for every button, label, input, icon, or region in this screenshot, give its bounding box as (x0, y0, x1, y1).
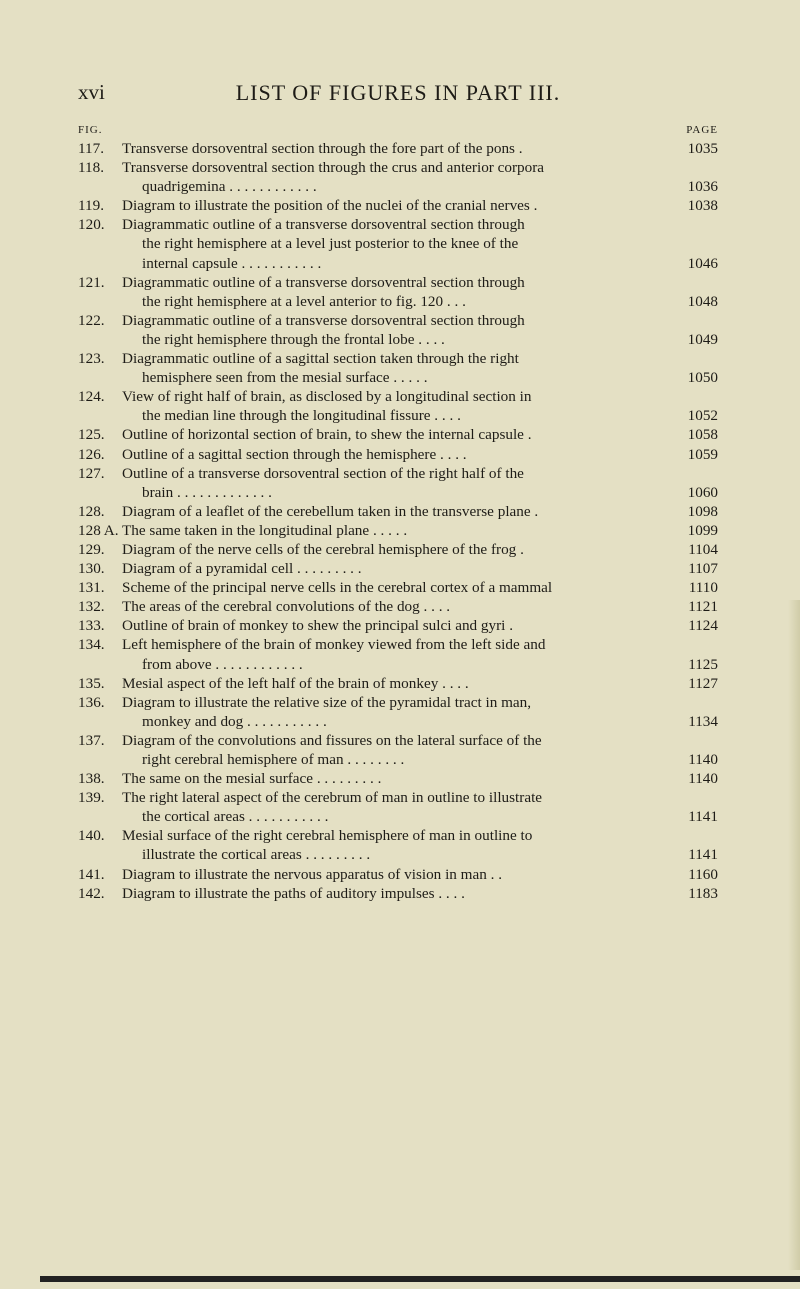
figure-page-number: 1140 (688, 751, 718, 768)
caption-line: illustrate the cortical areas . . . . . . . . . (142, 846, 371, 864)
caption-line: brain . . . . . . . . . . . . . (142, 483, 272, 501)
figure-page-number: 1035 (687, 140, 718, 157)
figure-number: 122. (78, 311, 105, 329)
figure-caption (122, 578, 674, 597)
caption-line: Outline of horizontal section of brain, to shew the internal capsule . (122, 426, 532, 444)
figure-caption (122, 635, 674, 673)
caption-line: Diagram of the convolutions and fissures on the lateral surface of the (122, 731, 542, 749)
caption-line: Outline of brain of monkey to shew the principal sulci and gyri . (122, 617, 513, 635)
figure-page-number: 1141 (688, 846, 718, 864)
figure-entry (78, 445, 718, 464)
figure-caption (122, 387, 674, 425)
figure-number: 119. (78, 197, 105, 215)
figure-number: 124. (78, 388, 105, 406)
caption-line: Transverse dorsoventral section through the crus and anterior corpora (122, 159, 545, 177)
caption-line: internal capsule . . . . . . . . . . . (142, 254, 322, 272)
figure-page-number: 1052 (687, 407, 718, 425)
figure-caption (122, 693, 674, 731)
figure-page-number: 1160 (688, 865, 718, 883)
figure-page-number: 1134 (688, 712, 718, 730)
figure-caption (122, 215, 674, 272)
figure-entry (78, 826, 718, 864)
figure-entry (78, 693, 718, 731)
figure-number: 142. (78, 884, 105, 902)
caption-line: The areas of the cerebral convolutions of the dog . . . . (122, 598, 451, 616)
figure-caption (122, 502, 674, 521)
figure-page-number: 1127 (688, 674, 718, 692)
figure-entry (78, 311, 718, 349)
figure-page-number: 1141 (688, 808, 718, 826)
figure-caption (122, 445, 674, 464)
figure-page-number: 1049 (687, 330, 718, 348)
caption-line: Outline of a transverse dorsoventral section of the right half of the (122, 464, 524, 482)
caption-line: The same taken in the longitudinal plane . . . . . (122, 521, 408, 539)
caption-line: Diagram of a pyramidal cell . . . . . . . . . (122, 560, 362, 578)
figure-page-number: 1098 (687, 502, 718, 520)
figure-page-number: 1036 (687, 178, 718, 196)
caption-line: The same on the mesial surface . . . . . . . . . (122, 770, 382, 788)
caption-line: Left hemisphere of the brain of monkey viewed from the left side and (122, 636, 546, 654)
figure-number: 139. (78, 789, 105, 807)
caption-line: The right lateral aspect of the cerebrum of man in outline to illustrate (122, 789, 543, 807)
figure-entry (78, 139, 718, 158)
figure-number: 120. (78, 216, 105, 234)
figure-caption (122, 521, 674, 540)
figure-caption (122, 158, 674, 196)
figure-page-number: 1058 (687, 426, 718, 444)
caption-line: from above . . . . . . . . . . . . (142, 655, 303, 673)
caption-line: right cerebral hemisphere of man . . . . . . . . (142, 751, 405, 768)
column-headings (78, 124, 718, 138)
caption-line: Diagrammatic outline of a transverse dorsoventral section through (122, 273, 525, 291)
figure-number: 118. (78, 159, 105, 177)
figure-number: 128. (78, 502, 105, 520)
figure-number: 134. (78, 636, 105, 654)
figure-number: 136. (78, 693, 105, 711)
caption-line: the right hemisphere at a level anterior to fig. 120 . . . (142, 292, 466, 310)
figure-list (78, 139, 718, 903)
caption-line: Diagrammatic outline of a transverse dorsoventral section through (122, 311, 525, 329)
page-folio: xvi (78, 80, 105, 104)
figure-number: 125. (78, 426, 105, 444)
caption-line: Diagram to illustrate the nervous apparatus of vision in man . . (122, 865, 503, 883)
figure-entry (78, 597, 718, 616)
caption-line: Diagrammatic outline of a transverse dorsoventral section through (122, 216, 525, 234)
figure-page-number: 1046 (687, 254, 718, 272)
caption-line: Diagram of the nerve cells of the cerebral hemisphere of the frog . (122, 540, 524, 558)
figure-caption (122, 425, 674, 444)
caption-line: Diagrammatic outline of a sagittal section taken through the right (122, 350, 519, 368)
figure-entry (78, 502, 718, 521)
figure-number: 123. (78, 350, 105, 368)
figure-entry (78, 788, 718, 826)
figure-number: 121. (78, 273, 105, 291)
caption-line: the median line through the longitudinal fissure . . . . (142, 407, 461, 425)
fig-column-heading: FIG. (78, 124, 103, 136)
figure-entry (78, 731, 718, 769)
caption-line: Diagram to illustrate the paths of auditory impulses . . . . (122, 884, 465, 902)
figure-number: 117. (78, 140, 105, 157)
figure-number: 135. (78, 674, 105, 692)
caption-line: Outline of a sagittal section through the hemisphere . . . . (122, 445, 467, 463)
caption-line: the right hemisphere through the frontal lobe . . . . (142, 330, 445, 348)
figure-entry (78, 616, 718, 635)
caption-line: the right hemisphere at a level just posterior to the knee of the (142, 235, 519, 253)
figure-entry (78, 349, 718, 387)
bottom-edge-shadow (40, 1276, 800, 1282)
figure-entry (78, 387, 718, 425)
caption-line: monkey and dog . . . . . . . . . . . (142, 712, 327, 730)
figure-entry (78, 578, 718, 597)
figure-number: 138. (78, 770, 105, 788)
figure-entry (78, 425, 718, 444)
figure-number: 131. (78, 579, 105, 597)
figure-caption (122, 674, 674, 693)
caption-line: Diagram to illustrate the position of the nuclei of the cranial nerves . (122, 197, 538, 215)
figure-page-number: 1104 (688, 540, 718, 558)
caption-line: Diagram of a leaflet of the cerebellum taken in the transverse plane . (122, 502, 539, 520)
figure-page-number: 1124 (688, 617, 718, 635)
figure-caption (122, 273, 674, 311)
figure-page-number: 1059 (687, 445, 718, 463)
figure-entry (78, 158, 718, 196)
figure-caption (122, 731, 674, 769)
page-edge-shading (788, 600, 800, 1270)
figure-number: 128 A. (78, 521, 119, 539)
figure-caption (122, 865, 674, 884)
figure-page-number: 1099 (687, 521, 718, 539)
figure-page-number: 1048 (687, 292, 718, 310)
figure-caption (122, 616, 674, 635)
caption-line: Diagram to illustrate the relative size of the pyramidal tract in man, (122, 693, 532, 711)
figure-caption (122, 826, 674, 864)
figure-page-number: 1183 (688, 884, 718, 902)
caption-line: Mesial surface of the right cerebral hemisphere of man in outline to (122, 827, 533, 845)
figure-page-number: 1121 (688, 598, 718, 616)
caption-line: View of right half of brain, as disclosed by a longitudinal section in (122, 388, 532, 406)
figure-caption (122, 540, 674, 559)
figure-entry (78, 674, 718, 693)
figure-caption (122, 311, 674, 349)
figure-caption (122, 769, 674, 788)
figure-number: 126. (78, 445, 105, 463)
figure-entry (78, 884, 718, 903)
figure-caption (122, 464, 674, 502)
figure-page-number: 1125 (688, 655, 718, 673)
figure-page-number: 1038 (687, 197, 718, 215)
figure-page-number: 1060 (687, 483, 718, 501)
figure-entry (78, 215, 718, 272)
caption-line: Transverse dorsoventral section through the fore part of the pons . (122, 140, 523, 157)
page-header (78, 80, 718, 110)
figure-page-number: 1110 (688, 579, 718, 597)
figure-caption (122, 196, 674, 215)
caption-line: hemisphere seen from the mesial surface . . . . . (142, 369, 428, 387)
page-column-heading: PAGE (686, 124, 718, 136)
figure-number: 137. (78, 731, 105, 749)
caption-line: Scheme of the principal nerve cells in the cerebral cortex of a mammal (122, 579, 553, 597)
figure-entry (78, 521, 718, 540)
figure-entry (78, 559, 718, 578)
figure-number: 132. (78, 598, 105, 616)
figure-entry (78, 540, 718, 559)
figure-number: 130. (78, 560, 105, 578)
figure-page-number: 1050 (687, 369, 718, 387)
caption-line: quadrigemina . . . . . . . . . . . . (142, 178, 317, 196)
figure-number: 129. (78, 540, 105, 558)
figure-entry (78, 196, 718, 215)
figure-number: 133. (78, 617, 105, 635)
figure-caption (122, 788, 674, 826)
caption-line: the cortical areas . . . . . . . . . . . (142, 808, 329, 826)
figure-entry (78, 865, 718, 884)
figure-page-number: 1140 (688, 770, 718, 788)
caption-line: Mesial aspect of the left half of the brain of monkey . . . . (122, 674, 469, 692)
figure-entry (78, 273, 718, 311)
figure-number: 141. (78, 865, 105, 883)
figure-caption (122, 597, 674, 616)
figure-caption (122, 559, 674, 578)
figure-caption (122, 884, 674, 903)
figure-number: 140. (78, 827, 105, 845)
figure-entry (78, 769, 718, 788)
figure-caption (122, 349, 674, 387)
figure-entry (78, 464, 718, 502)
figure-number: 127. (78, 464, 105, 482)
figure-entry (78, 635, 718, 673)
figure-page-number: 1107 (688, 560, 718, 578)
figure-caption (122, 139, 674, 158)
page-title: LIST OF FIGURES IN PART III. (235, 80, 561, 105)
